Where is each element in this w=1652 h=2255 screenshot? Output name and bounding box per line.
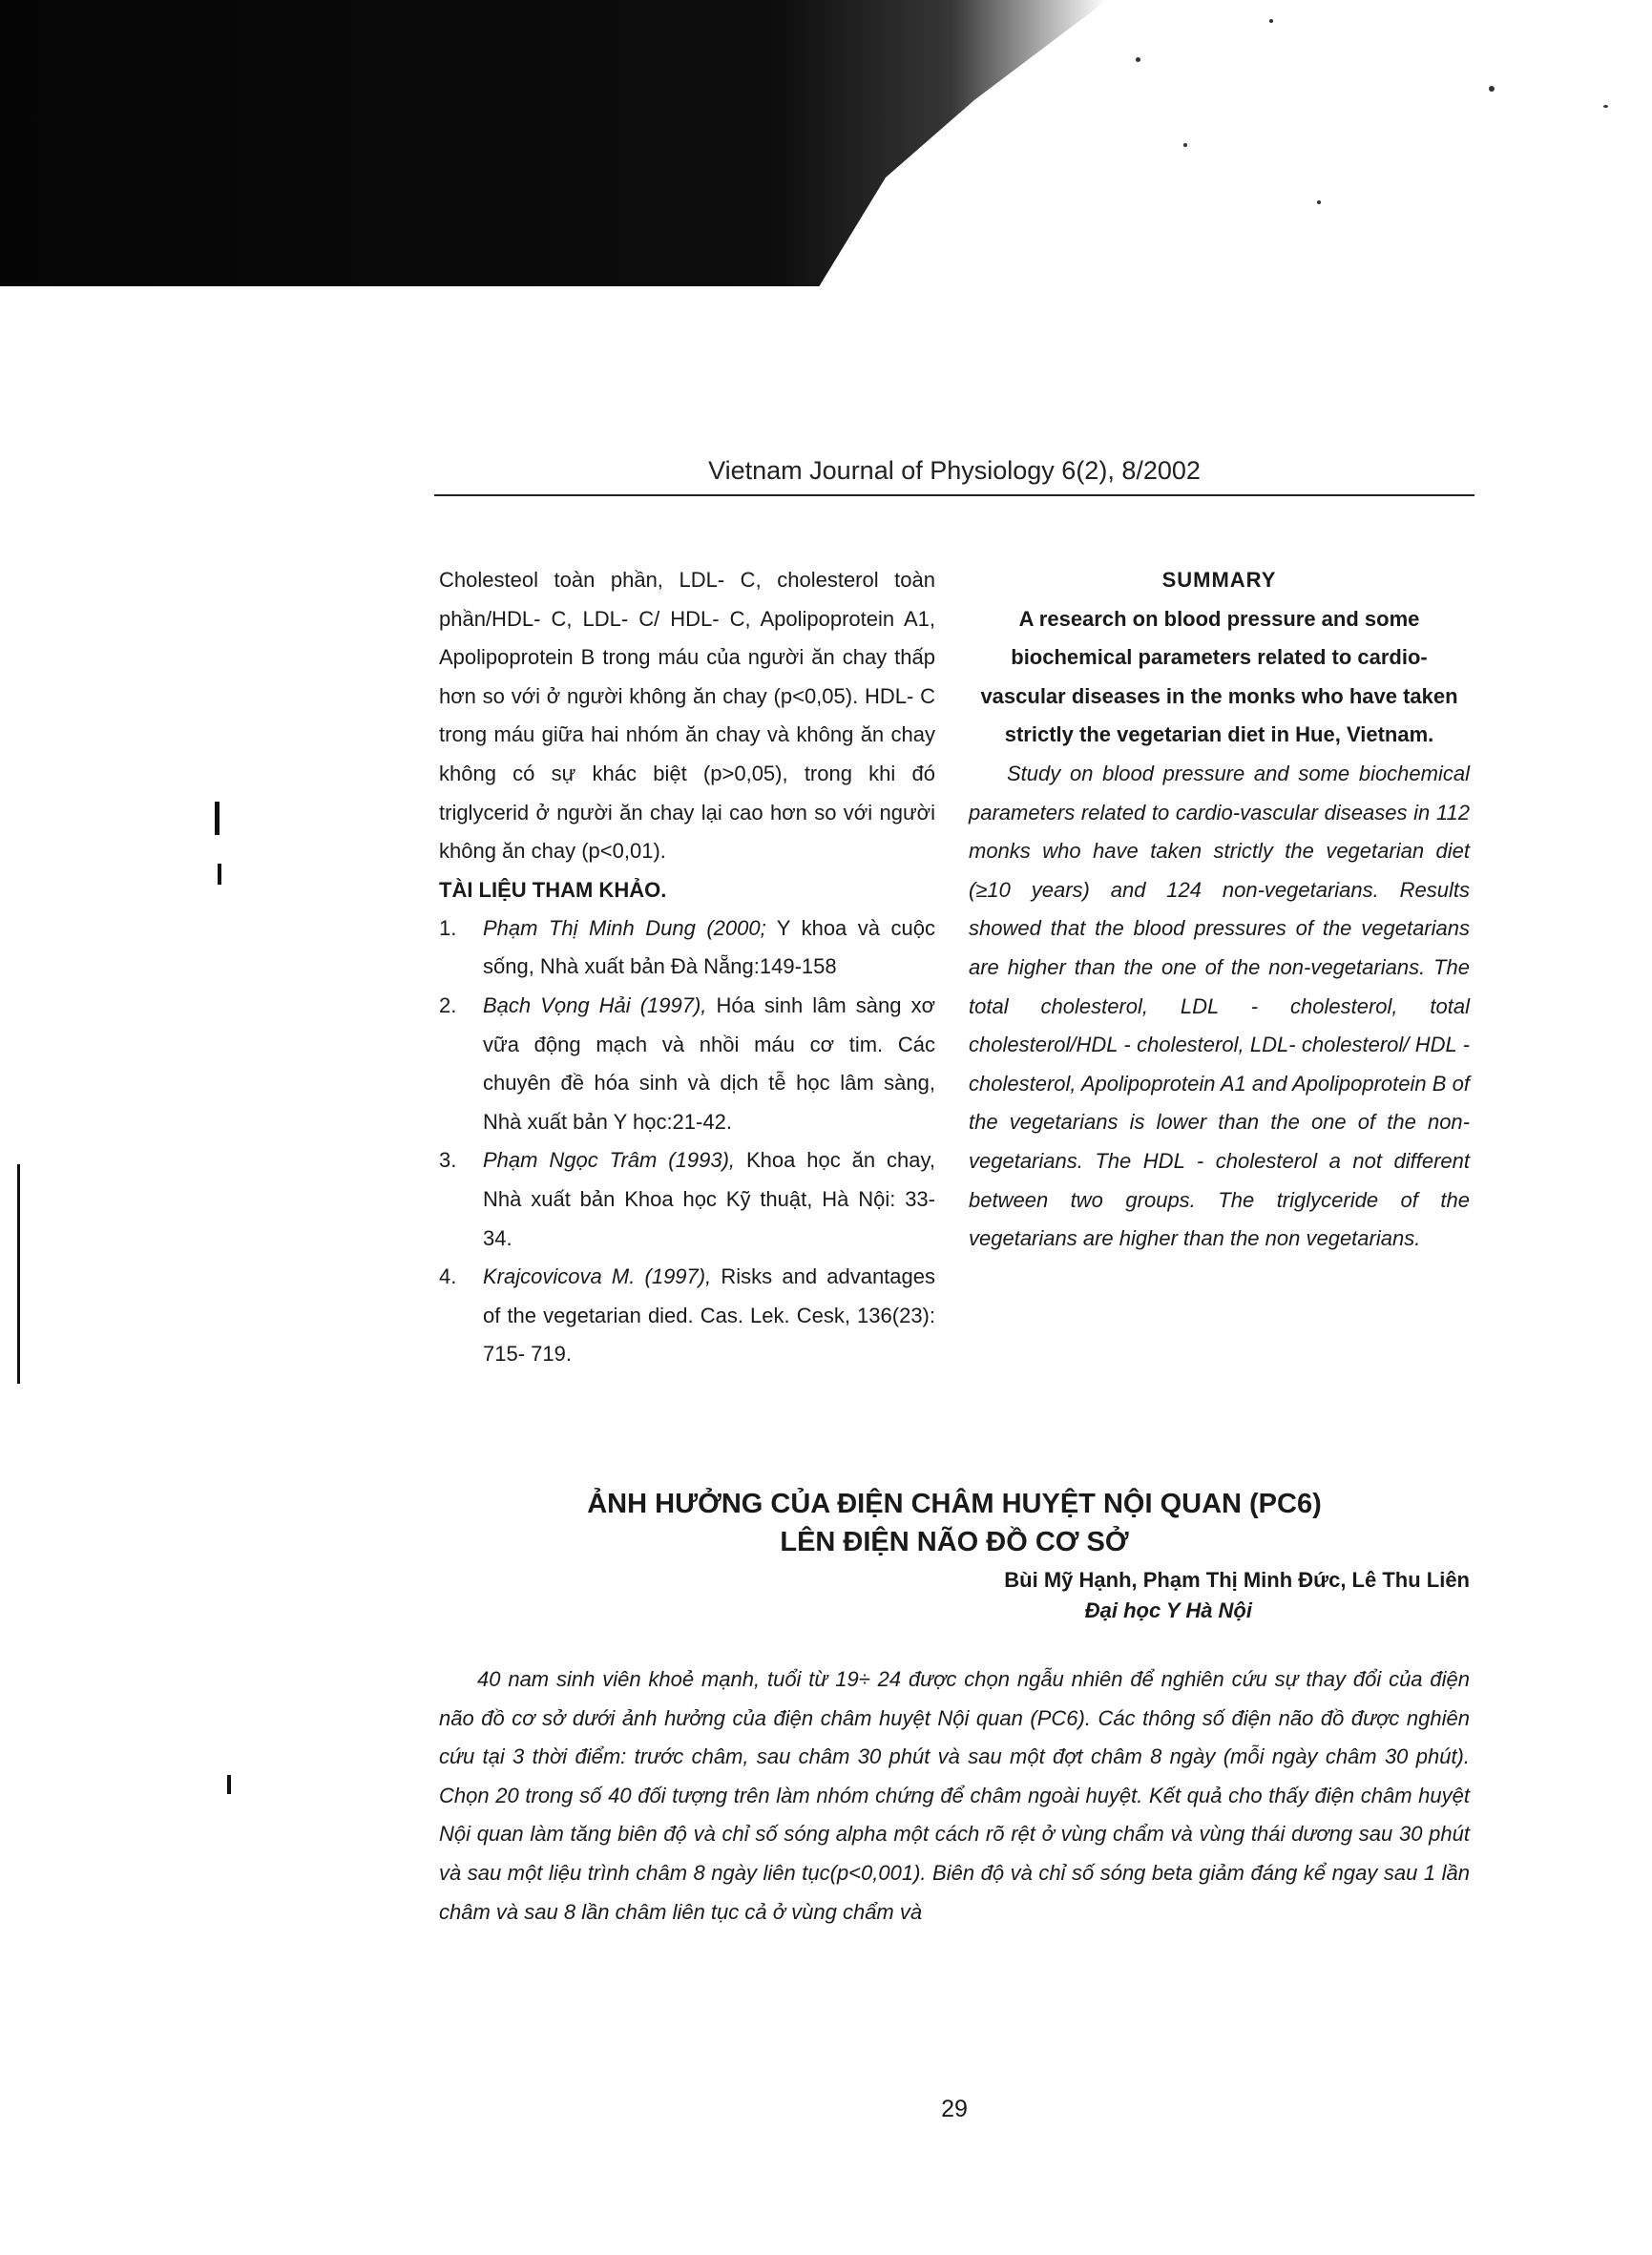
reference-number: 2.	[439, 992, 457, 1017]
reference-text	[483, 987, 935, 1141]
scan-speck	[1603, 105, 1608, 108]
reference-item	[439, 1258, 935, 1374]
scan-shadow	[0, 0, 1107, 286]
scan-speck	[1317, 200, 1321, 204]
reference-text	[483, 1258, 935, 1374]
scan-artifact-band	[0, 0, 1652, 286]
article-title-line-1: ẢNH HƯỞNG CỦA ĐIỆN CHÂM HUYỆT NỘI QUAN (PC6)	[587, 1489, 1322, 1519]
margin-mark	[218, 864, 221, 885]
article-affiliation: Đại học Y Hà Nội	[1084, 1598, 1252, 1622]
page-number: 29	[941, 2096, 968, 2122]
article-title-line-2: LÊN ĐIỆN NÃO ĐỒ CƠ SỞ	[780, 1527, 1129, 1557]
left-column	[439, 561, 935, 1374]
references-title: TÀI LIỆU THAM KHẢO.	[439, 877, 667, 902]
scan-speck	[1269, 19, 1273, 23]
margin-mark	[227, 1775, 231, 1794]
reference-number: 1.	[439, 915, 457, 940]
reference-source: Hóa sinh lâm sàng xơ vữa động mạch và nhồi máu cơ tim. Các chuyên đề hóa sinh và dịch tễ học lâm sàng, Nhà xuất bản Y học:21-42.	[483, 992, 935, 1134]
scan-speck	[1136, 57, 1140, 62]
reference-author: Phạm Thị Minh Dung (2000;	[483, 915, 766, 940]
reference-item	[439, 987, 935, 1141]
right-column	[969, 561, 1470, 1259]
reference-source: Risks and advantages of the vegetarian died. Cas. Lek. Cesk, 136(23): 715- 719.	[483, 1264, 935, 1367]
summary-title: SUMMARY	[1161, 568, 1277, 592]
reference-item	[439, 909, 935, 987]
reference-text	[483, 1141, 935, 1258]
reference-source: Khoa học ăn chay, Nhà xuất bản Khoa học Kỹ thuật, Hà Nội: 33- 34.	[483, 1148, 935, 1250]
reference-item	[439, 1141, 935, 1258]
scan-speck	[1489, 86, 1495, 92]
reference-number: 4.	[439, 1264, 457, 1289]
article-title	[439, 1485, 1470, 1561]
article-abstract: 40 nam sinh viên khoẻ mạnh, tuổi từ 19÷ 24 được chọn ngẫu nhiên để nghiên cứu sự thay đổi của điện não đồ cơ sở dưới ảnh hưởng của điện châm huyệt Nội quan (PC6). Các thông số điện não đồ được nghiên cứu tại 3 thời điểm: trước châm, sau châm 30 phút và sau một đợt châm 8 ngày (mỗi ngày châm 30 phút). Chọn 20 trong số 40 đối tượng trên làm nhóm chứng để châm ngoài huyệt. Kết quả cho thấy điện châm huyệt Nội quan làm tăng biên độ và chỉ số sóng alpha một cách rõ rệt ở vùng chẩm và vùng thái dương sau 30 phút và sau một liệu trình châm 8 ngày liên tục(p<0,001). Biên độ và chỉ số sóng beta giảm đáng kể ngay sau 1 lần châm và sau 8 lần châm liên tục cả ở vùng chẩm và	[439, 1667, 1470, 1924]
reference-author: Phạm Ngọc Trâm (1993),	[483, 1148, 736, 1173]
reference-author: Bạch Vọng Hải (1997),	[483, 992, 707, 1017]
margin-mark	[17, 1164, 20, 1384]
scan-speck	[1183, 143, 1187, 147]
article-authors: Bùi Mỹ Hạnh, Phạm Thị Minh Đức, Lê Thu Liên	[1004, 1568, 1470, 1592]
margin-mark	[215, 802, 220, 835]
reference-author: Krajcovicova M. (1997),	[483, 1264, 712, 1289]
journal-header: Vietnam Journal of Physiology 6(2), 8/2002	[434, 449, 1474, 496]
conclusion-paragraph: Cholesteol toàn phần, LDL- C, cholesterol toàn phần/HDL- C, LDL- C/ HDL- C, Apolipoprotein A1, Apolipoprotein B trong máu của người ăn chay thấp hơn so với ở người không ăn chay (p<0,05). HDL- C trong máu giữa hai nhóm ăn chay và không ăn chay không có sự khác biệt (p>0,05), trong khi đó triglycerid ở người ăn chay lại cao hơn so với người không ăn chay (p<0,01).	[439, 568, 935, 864]
reference-source: Y khoa và cuộc sống, Nhà xuất bản Đà Nẵng:149-158	[483, 915, 935, 979]
reference-text	[483, 909, 935, 987]
reference-number: 3.	[439, 1148, 457, 1173]
summary-body: Study on blood pressure and some biochemical parameters related to cardio-vascular diseases in 112 monks who have taken strictly the vegetarian diet (≥10 years) and 124 non-vegetarians. Results showed that the blood pressures of the vegetarians are higher than the one of the non-vegetarians. The total cholesterol, LDL - cholesterol, total cholesterol/HDL - cholesterol, LDL- cholesterol/ HDL - cholesterol, Apolipoprotein A1 and Apolipoprotein B of the vegetarians is lower than the one of the non-vegetarians. The HDL - cholesterol a not different between two groups. The triglyceride of the vegetarians are higher than the non vegetarians.	[969, 761, 1470, 1251]
summary-heading: A research on blood pressure and some biochemical parameters related to cardio- vascular diseases in the monks who have taken strictly the vegetarian diet in Hue, Vietnam.	[980, 606, 1458, 747]
